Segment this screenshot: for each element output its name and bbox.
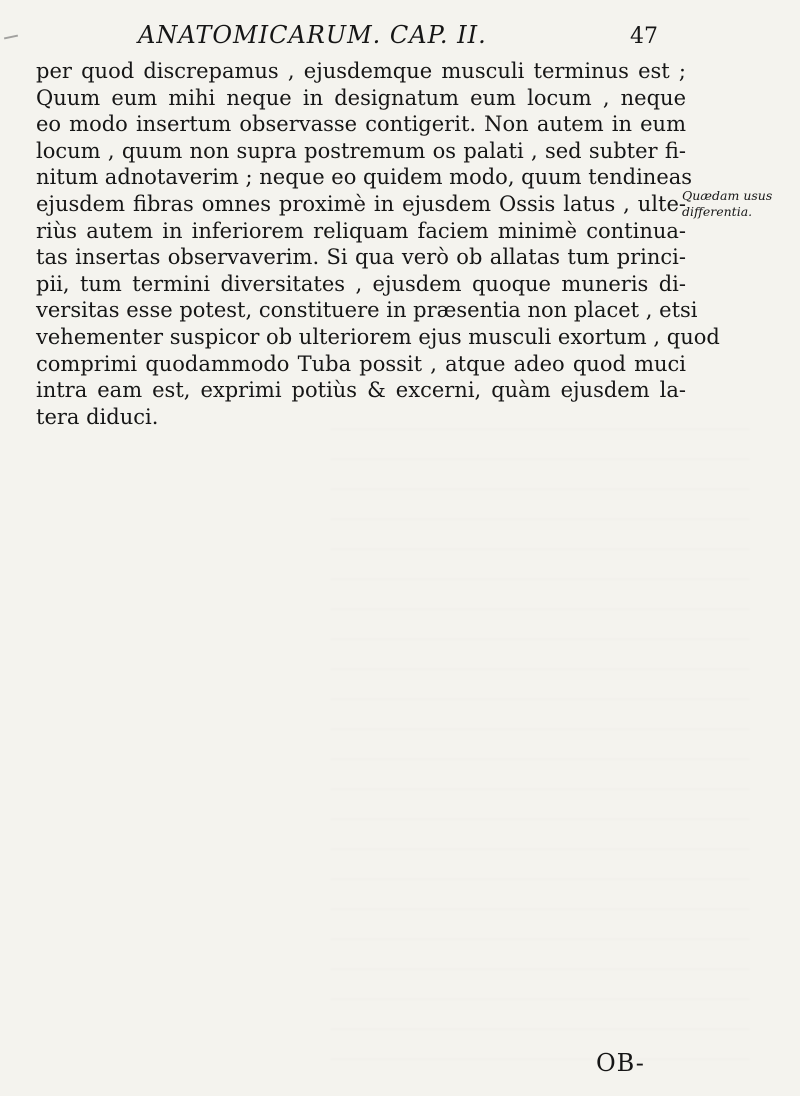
text-line: riùs autem in inferiorem reliquam faciem minimè continua- (36, 218, 686, 243)
text-line: eo modo insertum observasse contigerit. Non autem in eum (36, 112, 686, 137)
text-line: tera diduci. (36, 404, 159, 429)
text-line: tas insertas observaverim. Si qua verò ob allatas tum princi- (36, 245, 686, 270)
gutter-mark (4, 35, 18, 40)
text-line: comprimi quodammodo Tuba possit , atque adeo quod muci (36, 351, 686, 376)
running-title: ANATOMICARUM. CAP. II. (138, 21, 487, 49)
margin-note-line: differentia. (682, 204, 753, 219)
text-line: ejusdem fibras omnes proximè in ejusdem Ossis latus , ulte- (36, 191, 686, 216)
running-header (138, 18, 658, 52)
text-line: pii, tum termini diversitates , ejusdem quoque muneris di- (36, 271, 686, 296)
margin-note (682, 188, 792, 220)
text-line: locum , quum non supra postremum os palati , sed subter fi- (36, 138, 686, 163)
text-line: per quod discrepamus , ejusdemque musculi terminus est ; (36, 59, 686, 83)
text-line: Quum eum mihi neque in designatum eum locum , neque (36, 85, 686, 110)
text-line: intra eam est, exprimi potiùs & excerni, quàm ejusdem la- (36, 378, 686, 403)
page-number: 47 (630, 24, 658, 49)
catchword: OB- (596, 1049, 645, 1077)
text-line: nitum adnotaverim ; neque eo quidem modo, quum tendineas (36, 165, 693, 190)
bleed-through-texture (330, 420, 750, 1060)
text-line: versitas esse potest, constituere in præsentia non placet , etsi (36, 298, 698, 323)
text-line: vehementer suspicor ob ulteriorem ejus musculi exortum , quod (36, 324, 720, 349)
margin-note-line: Quædam usus (682, 188, 773, 203)
